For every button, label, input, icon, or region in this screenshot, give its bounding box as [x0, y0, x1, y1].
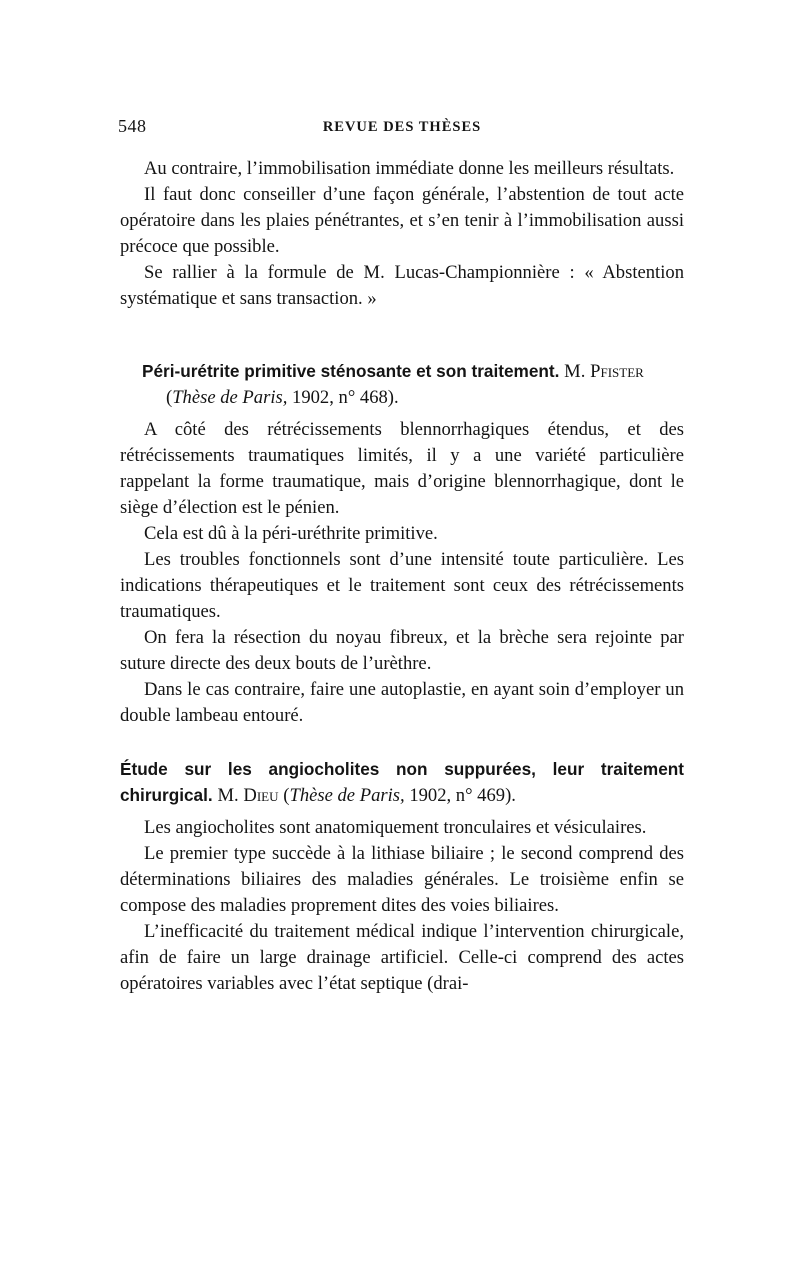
paragraph: Les troubles fonctionnels sont d’une intensité toute particulière. Les indications thérapeutiques et le traitement sont ceux des rétrécissements traumatiques.	[120, 549, 684, 622]
paragraph: Il faut donc conseiller d’une façon générale, l’abstention de tout acte opératoire dans les plaies pénétrantes, et s’en tenir à l’immobilisation aussi précoce que possible.	[120, 184, 684, 257]
thesis-work: Thèse de Paris,	[289, 785, 405, 806]
paragraph: A côté des rétrécissements blennorrhagiques étendus, et des rétrécissements traumatiques limités, il y a une variété particulière rappelant la forme traumatique, mais d’origine blennorrhagique, dont le siège d’élection est le pénien.	[120, 419, 684, 518]
paragraph: On fera la résection du noyau fibreux, et la brèche sera rejointe par suture directe des deux bouts de l’urèthre.	[120, 627, 684, 674]
thesis-reference: (Thèse de Paris, 1902, n° 469).	[283, 785, 516, 806]
paragraph: Cela est dû à la péri-uréthrite primitive.	[144, 523, 438, 544]
page-header	[118, 116, 686, 140]
section-peri-uretrite	[120, 358, 684, 729]
paragraph: L’inefficacité du traitement médical indique l’intervention chirurgicale, afin de faire un large drainage artificiel. Celle-ci comprend des actes opératoires variables avec l’état septique (drai-	[120, 921, 684, 994]
section-angiocholites	[120, 756, 684, 997]
section-title: Péri-urétrite primitive sténosante et son traitement.	[142, 361, 560, 381]
paragraph: Dans le cas contraire, faire une autoplastie, en ayant soin d’employer un double lambeau entouré.	[120, 679, 684, 726]
paragraph: Les angiocholites sont anatomiquement tronculaires et vésiculaires.	[144, 817, 647, 838]
paragraph: Le premier type succède à la lithiase biliaire ; le second comprend des déterminations biliaires des maladies générales. Le troisième enfin se compose des maladies proprement dites des voies biliaires.	[120, 843, 684, 916]
running-title: REVUE DES THÈSES	[322, 119, 482, 135]
author-prefix: M.	[217, 785, 239, 806]
section-immobilisation	[120, 156, 684, 312]
thesis-work: Thèse de Paris,	[172, 387, 288, 408]
thesis-reference: (Thèse de Paris, 1902, n° 468).	[166, 387, 399, 408]
paragraph: Se rallier à la formule de M. Lucas-Championnière : « Abstention systématique et sans transaction. »	[120, 262, 684, 309]
section-heading	[120, 358, 684, 385]
page-number: 548	[118, 116, 147, 136]
paragraph: Au contraire, l’immobilisation immédiate donne les meilleurs résultats.	[144, 158, 675, 179]
section-heading	[120, 756, 684, 809]
author-name: Pfister	[590, 361, 644, 382]
author-prefix: M.	[564, 361, 586, 382]
author-name: Dieu	[243, 785, 279, 806]
section-title: Étude sur les angiocholites non suppurées, leur traitement chirurgical.	[120, 759, 684, 805]
